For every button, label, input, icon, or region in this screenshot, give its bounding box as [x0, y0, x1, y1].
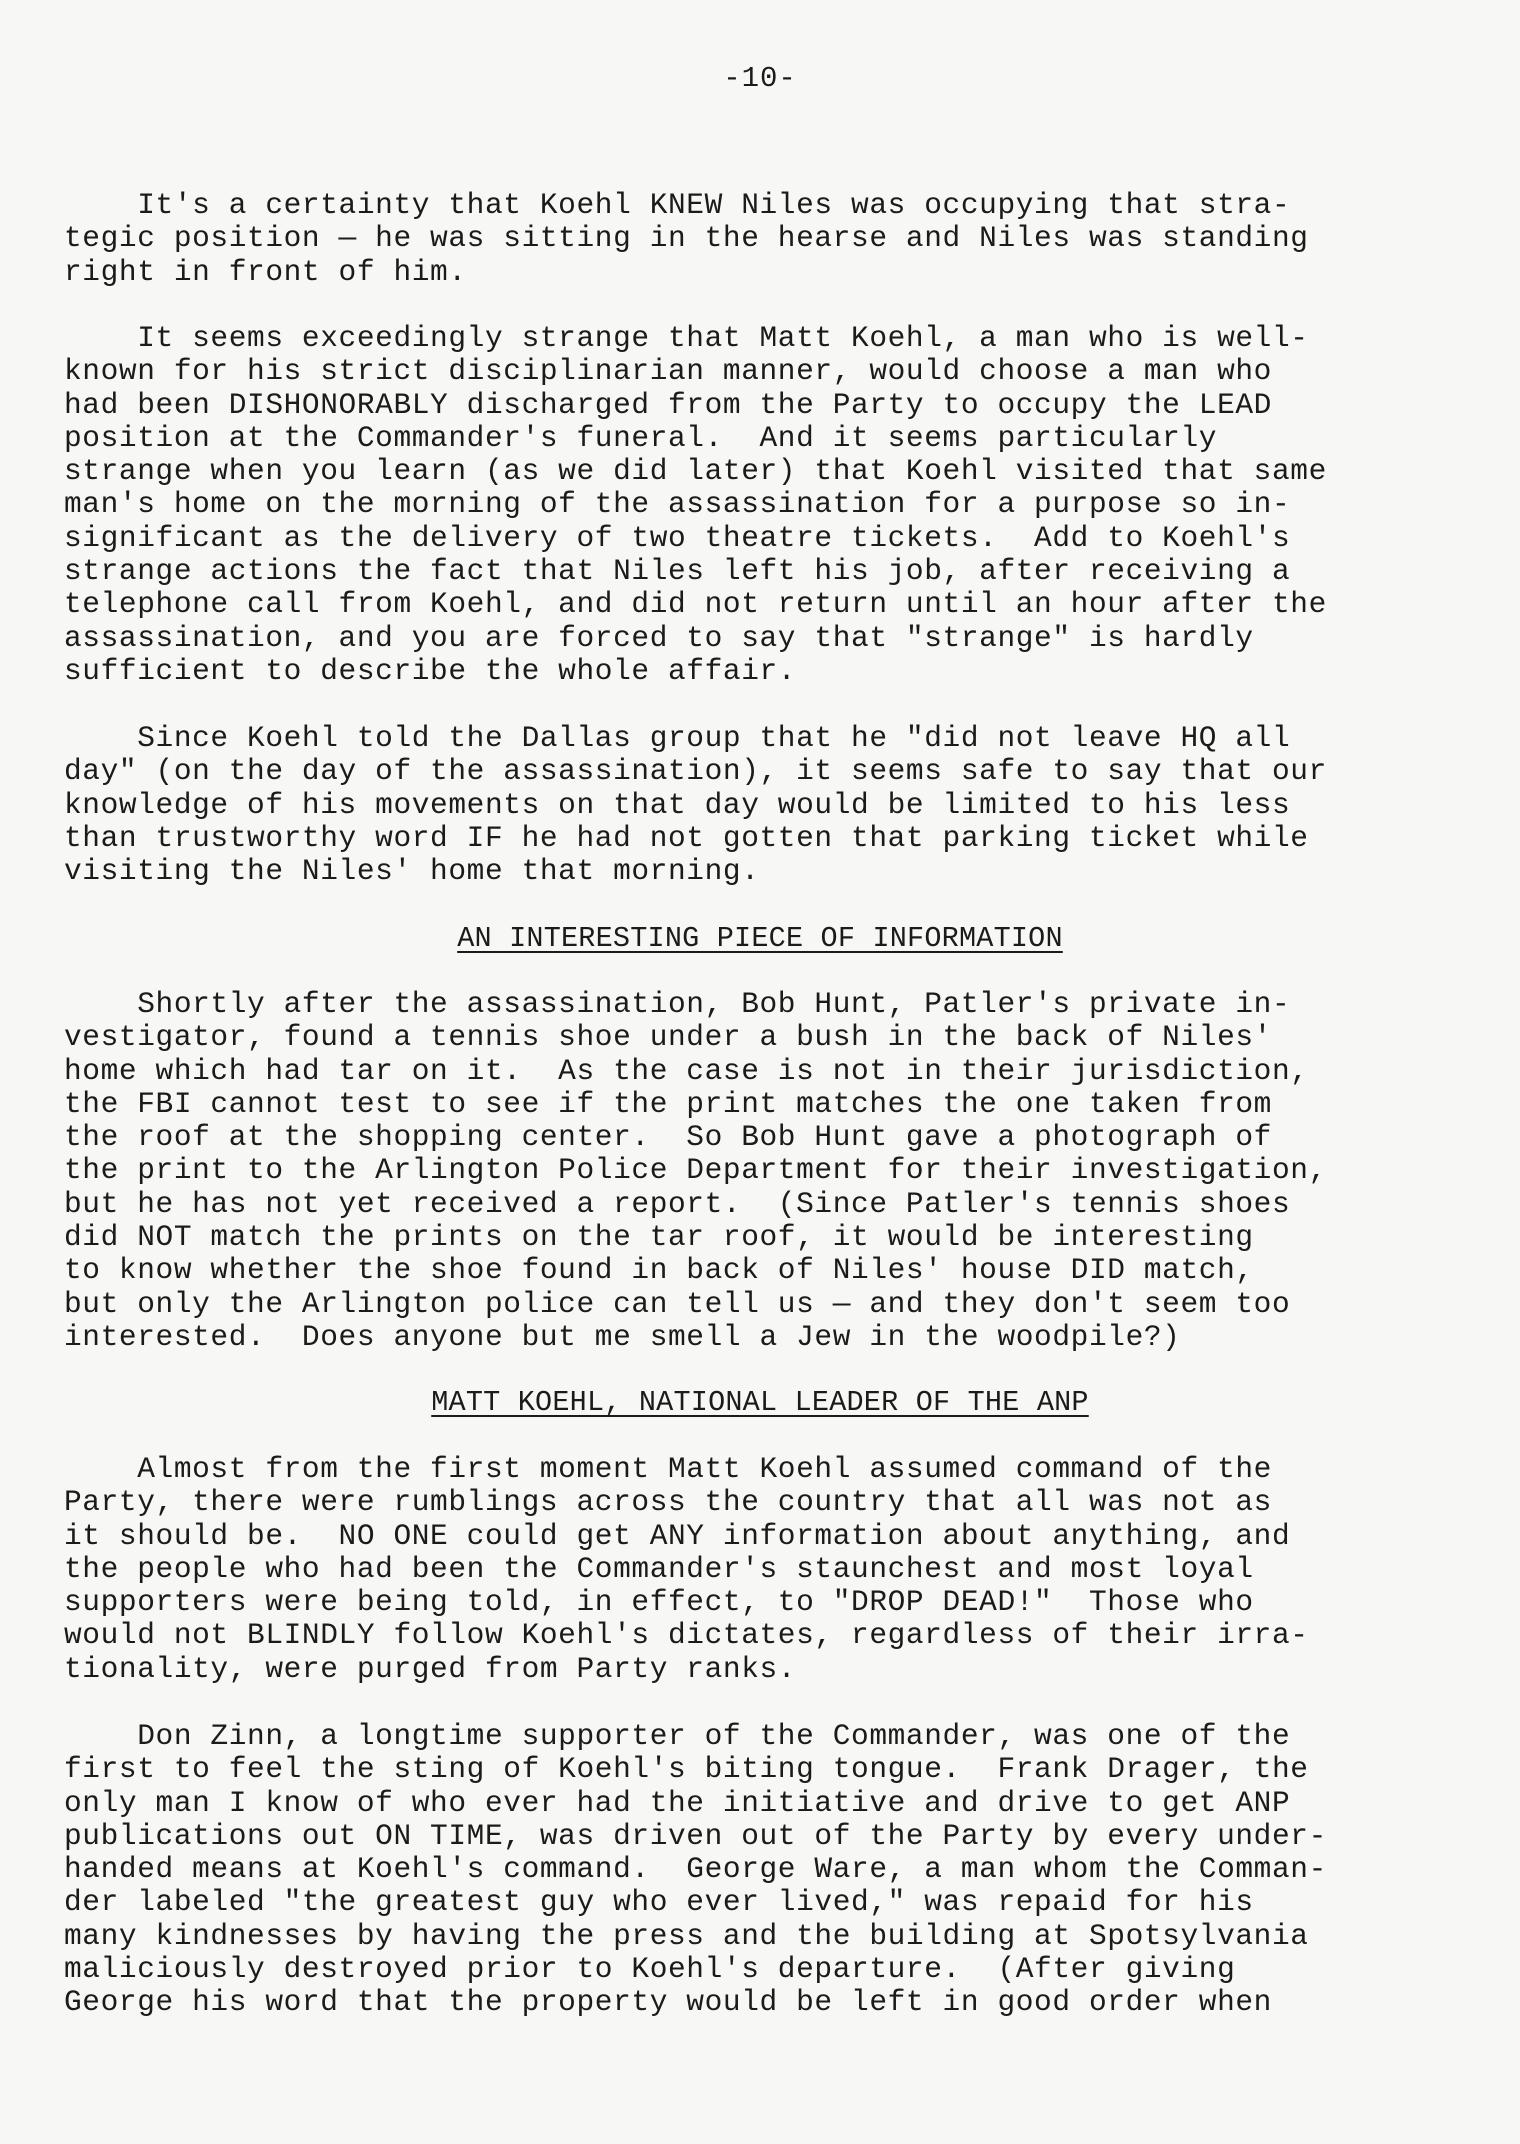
paragraph-text: Since Koehl told the Dallas group that he "did not leave HQ all day" (on the day of the assassination), it seems safe to say that our knowledge of his movements on that day would be limited to his less than trustworthy word IF he had not gotten that parking ticket while visiting the Niles' home that morning. [64, 721, 1327, 889]
paragraph-text: Almost from the first moment Matt Koehl assumed command of the Party, there were rumblings across the country that all was not as it should be. NO ONE could get ANY information about anything, and the people who had been the Commander's staunchest and most loyal supporters were being told, in effect, to "DROP DEAD!" Those who would not BLINDLY follow Koehl's dictates, regardless of their irra- tionality, were purged from Party ranks. [64, 1452, 1309, 1686]
paragraph-text: Don Zinn, a longtime supporter of the Commander, was one of the first to feel the sting of Koehl's biting tongue. Frank Drager, the only man I know of who ever had the initiative and drive to get ANP publications out ON TIME, was driven out of the Party by every under- handed means at Koehl's command. George Ware, a man whom the Comman- der labeled "the greatest guy who ever lived," was repaid for his many kindnesses by having the press and the building at Spotsylvania maliciously destroyed prior to Koehl's departure. (After giving George his word that the property would be left in good order when [64, 1719, 1327, 2020]
page-number: -10- [723, 62, 797, 95]
paragraph-text: It seems exceedingly strange that Matt Koehl, a man who is well- known for his strict disciplinarian manner, would choose a man who had been DISHONORABLY discharged from the Party to occupy the LEAD position at the Commander's funeral. And it seems particularly strange when you learn (as we did later) that Koehl visited that same man's home on the morning of the assassination for a purpose so in- significant as the delivery of two theatre tickets. Add to Koehl's strange actions the fact that Niles left his job, after receiving a telephone call from Koehl, and did not return until an hour after the assassination, and you are forced to say that "strange" is hardly sufficient to describe the whole affair. [64, 321, 1327, 688]
paragraph-3 [64, 722, 1444, 888]
section-heading-interesting-piece: AN INTERESTING PIECE OF INFORMATION [457, 922, 1063, 955]
paragraph-2 [64, 322, 1444, 688]
paragraph-4 [64, 988, 1444, 1354]
paragraph-1 [64, 189, 1444, 289]
paragraph-text: Shortly after the assassination, Bob Hunt, Patler's private in- vestigator, found a tennis shoe under a bush in the back of Niles' home which had tar on it. As the case is not in their jurisdiction, the FBI cannot test to see if the print matches the one taken from the roof at the shopping center. So Bob Hunt gave a photograph of the print to the Arlington Police Department for their investigation, but he has not yet received a report. (Since Patler's tennis shoes did NOT match the prints on the tar roof, it would be interesting to know whether the shoe found in back of Niles' house DID match, but only the Arlington police can tell us — and they don't seem too interested. Does anyone but me smell a Jew in the woodpile?) [64, 987, 1327, 1354]
paragraph-5 [64, 1453, 1444, 1686]
paragraph-6 [64, 1720, 1444, 2020]
section-heading-matt-koehl: MATT KOEHL, NATIONAL LEADER OF THE ANP [431, 1386, 1089, 1419]
paragraph-text: It's a certainty that Koehl KNEW Niles was occupying that stra- tegic position — he was sitting in the hearse and Niles was standing right in front of him. [64, 188, 1309, 289]
